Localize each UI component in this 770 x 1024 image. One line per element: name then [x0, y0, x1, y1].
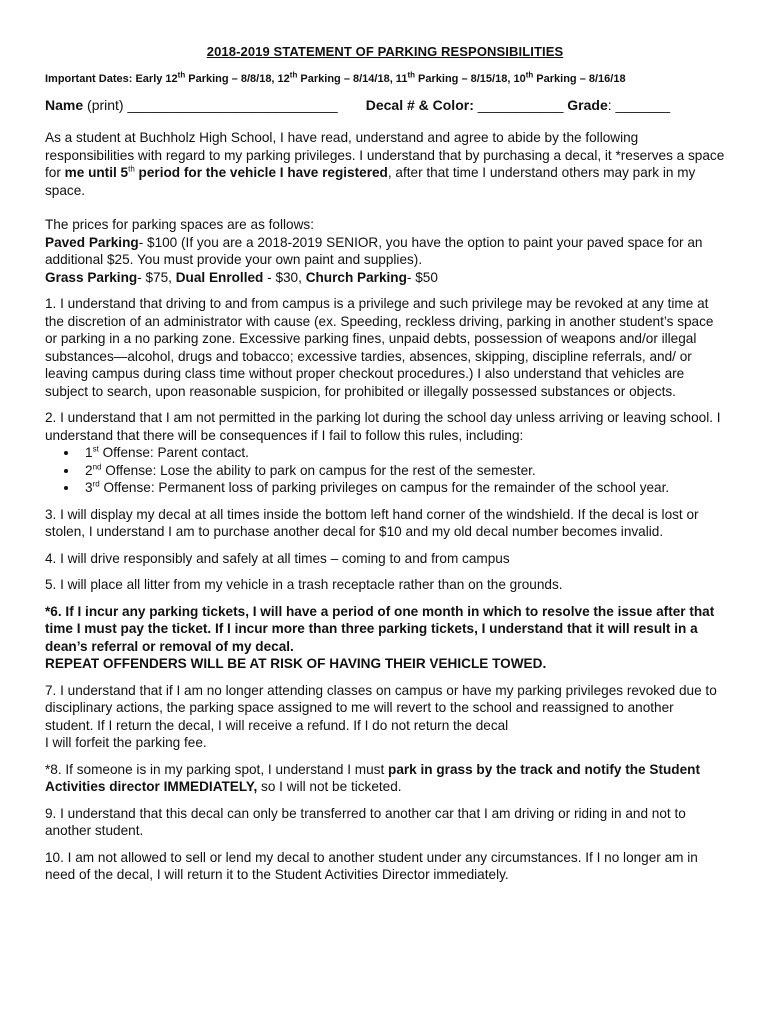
- tow-warning: REPEAT OFFENDERS WILL BE AT RISK OF HAVING THEIR VEHICLE TOWED.: [45, 656, 547, 671]
- decal-label: Decal # & Color:: [365, 97, 474, 113]
- responsibility-9: 9. I understand that this decal can only be transferred to another car that I am driving or riding in and not to another student.: [45, 805, 686, 838]
- grade-field[interactable]: : _______: [607, 97, 671, 113]
- name-label: Name: [45, 97, 84, 113]
- offense-list: [45, 444, 725, 497]
- responsibility-10: 10. I am not allowed to sell or lend my decal to another student under any circumstances. If I no longer am in need of the decal, I will return it to the Student Activities Director immediately.: [45, 849, 698, 882]
- document-title: 2018-2019 STATEMENT OF PARKING RESPONSIBILITIES: [206, 44, 564, 59]
- prices-heading: The prices for parking spaces are as follows:: [45, 217, 314, 232]
- grade-label: Grade: [567, 97, 608, 113]
- student-info-line: [45, 97, 725, 113]
- responsibility-2-text: 2. I understand that I am not permitted in the parking lot during the school day unless arriving or leaving school. I understand that there will be consequences if I fail to follow this rules, including:: [45, 410, 721, 443]
- responsibility-5: 5. I will place all litter from my vehicle in a trash receptacle rather than on the grounds.: [45, 577, 563, 592]
- responsibility-7-forfeit: I will forfeit the parking fee.: [45, 735, 207, 750]
- offense-item: • 3rd Offense: Permanent loss of parking privileges on campus for the remainder of the school year.: [79, 479, 725, 497]
- decal-field[interactable]: ___________: [473, 97, 568, 113]
- responsibility-4: 4. I will drive responsibly and safely at all times – coming to and from campus: [45, 550, 510, 566]
- responsibility-7-text: 7. I understand that if I am no longer attending classes on campus or have my parking privileges revoked due to disciplinary actions, the parking space assigned to me will revert to the school and reassigned to another student. If I return the decal, I will receive a refund. If I do not return the decal: [45, 682, 717, 733]
- prices-section: [45, 216, 725, 286]
- paved-parking-price: Paved Parking- $100 (If you are a 2018-2019 SENIOR, you have the option to paint your paved space for an additional $25. You must provide your own paint and supplies).: [45, 234, 703, 267]
- offense-item: • 1st Offense: Parent contact.: [79, 444, 725, 462]
- responsibility-8: *8. If someone is in my parking spot, I understand I must park in grass by the track and notify the Student Activities director IMMEDIATELY, so I will not be ticketed.: [45, 761, 700, 794]
- name-field[interactable]: (print) ___________________________: [83, 97, 338, 113]
- intro-paragraph: As a student at Buchholz High School, I have read, understand and agree to abide by the following responsibilities with regard to my parking privileges. I understand that by purchasing a decal, it *reserves a space for me until 5th period for the vehicle I have registered, after that time I understand others may park in my space.: [45, 130, 725, 198]
- responsibility-6: [45, 603, 725, 673]
- responsibility-6-text: *6. If I incur any parking tickets, I will have a period of one month in which to resolve the issue after that time I must pay the ticket. If I incur more than three parking tickets, I understand that it will result in a dean’s referral or removal of my decal.: [45, 603, 715, 654]
- document-page: [45, 44, 725, 893]
- other-parking-prices: Grass Parking- $75, Dual Enrolled - $30, Church Parking- $50: [45, 269, 438, 285]
- responsibility-3: 3. I will display my decal at all times inside the bottom left hand corner of the windshield. If the decal is lost or stolen, I understand I am to purchase another decal for $10 and my old decal number becomes invalid.: [45, 506, 699, 539]
- important-dates: Important Dates: Early 12th Parking – 8/8/18, 12th Parking – 8/14/18, 11th Parking – 8/15/18, 10th Parking – 8/16/18: [45, 70, 626, 85]
- responsibility-1: 1. I understand that driving to and from campus is a privilege and such privilege may be revoked at any time at the discretion of an administrator with cause (ex. Speeding, reckless driving, parking in another student’s space or parking in a no parking zone. Excessive parking fines, unpaid debts, possession of weapons and/or illegal substances—alcohol, drugs and tobacco; excessive tardies, absences, skipping, discipline referrals, and/ or leaving campus during class time without proper checkout procedures.) I also understand that vehicles are subject to search, upon reasonable suspicion, for prohibited or illegally possessed substances or objects.: [45, 296, 714, 399]
- offense-item: • 2nd Offense: Lose the ability to park on campus for the rest of the semester.: [79, 462, 725, 480]
- responsibility-2: [45, 409, 725, 497]
- responsibility-7: [45, 682, 725, 752]
